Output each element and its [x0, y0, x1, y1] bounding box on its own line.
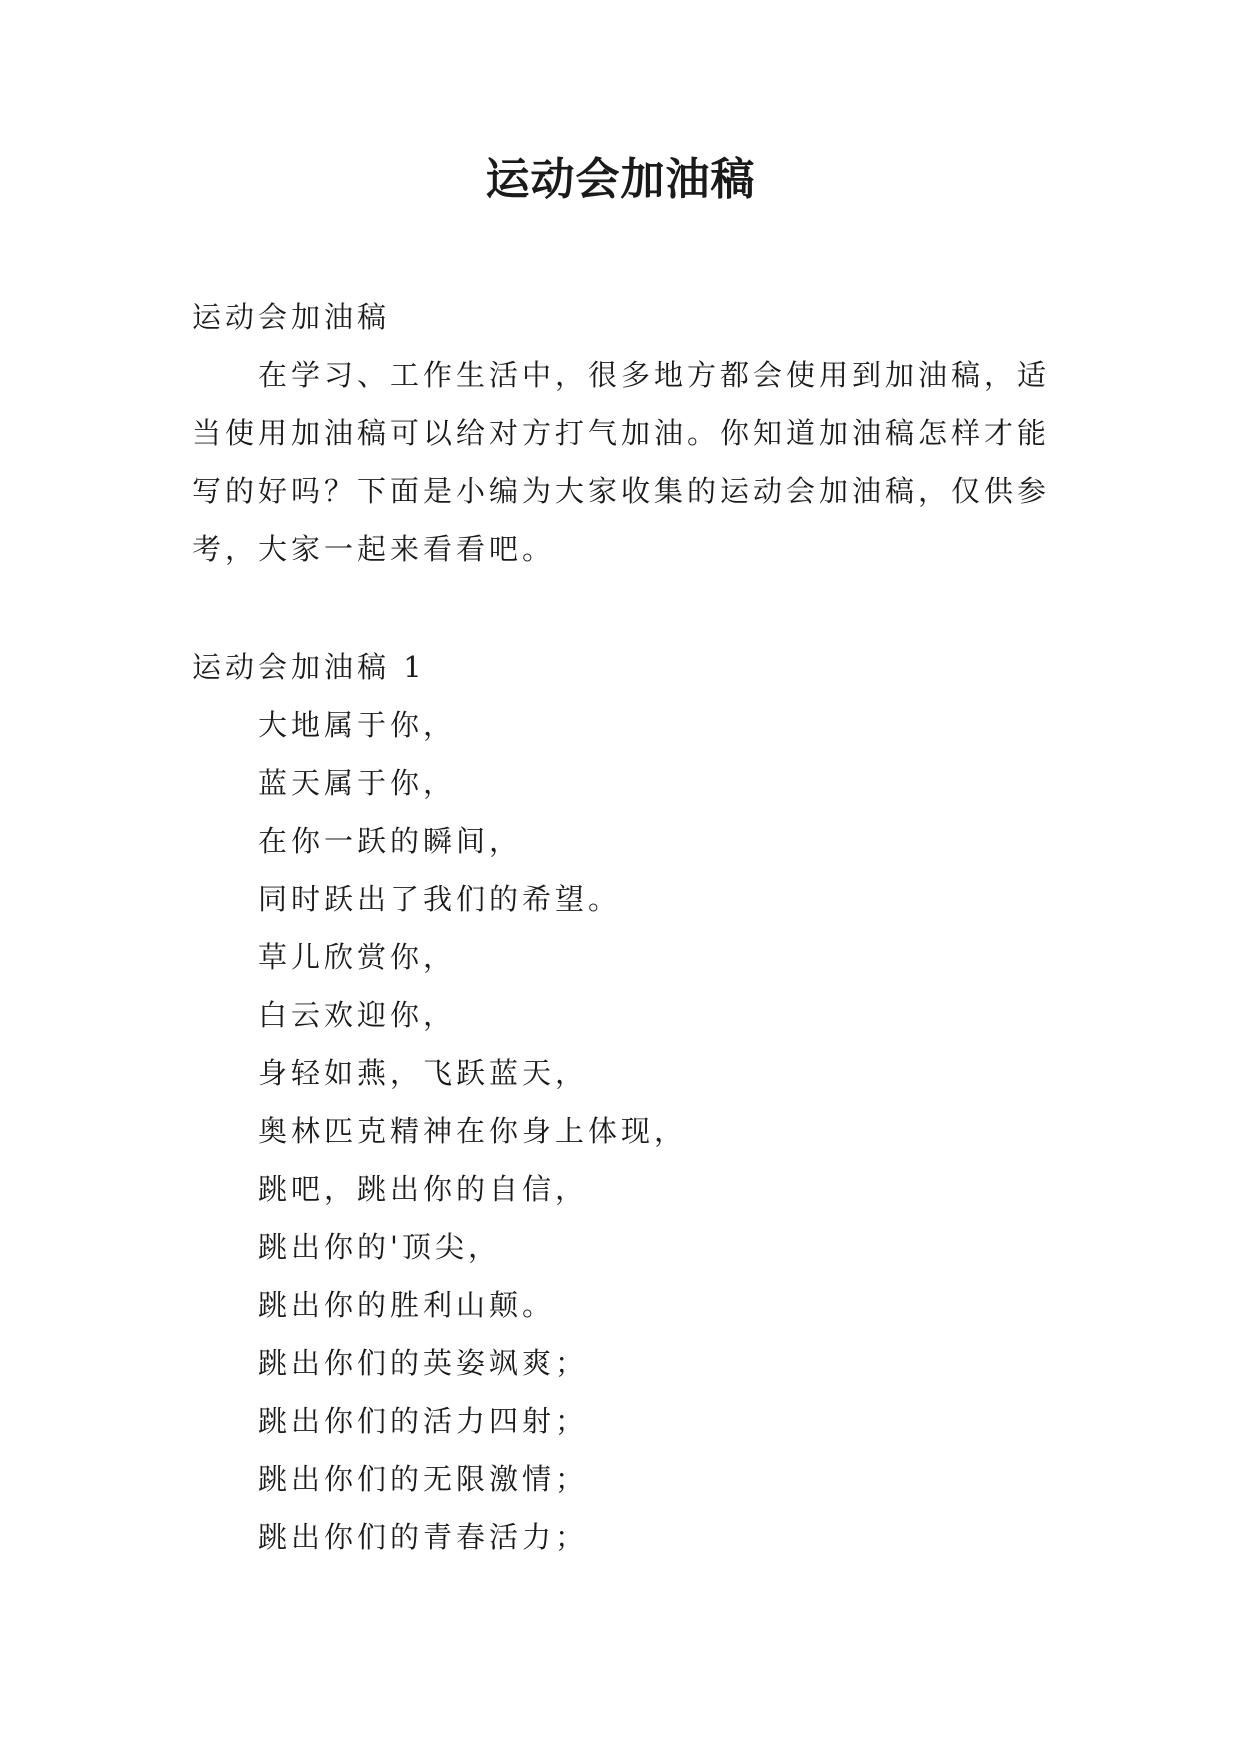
poem-line: 跳出你的胜利山颠。 — [258, 1288, 556, 1322]
poem — [258, 696, 687, 1566]
poem-line: 蓝天属于你， — [258, 766, 457, 800]
poem-line: 奥林匹克精神在你身上体现， — [258, 1114, 688, 1148]
document-title: 运动会加油稿 — [485, 154, 756, 205]
poem-line: 跳吧，跳出你的自信， — [258, 1172, 589, 1206]
intro-paragraph: 在学习、工作生活中，很多地方都会使用到加油稿，适当使用加油稿可以给对方打气加油。你知道加油稿怎样才能写的好吗？下面是小编为大家收集的运动会加油稿，仅供参考，大家一起来看看吧。 — [192, 358, 1051, 566]
poem-line: 身轻如燕，飞跃蓝天， — [258, 1056, 589, 1090]
poem-line: 白云欢迎你， — [258, 998, 457, 1032]
document-subtitle: 运动会加油稿 — [192, 300, 391, 334]
poem-line: 跳出你们的英姿飒爽； — [258, 1346, 589, 1380]
poem-line: 跳出你的'顶尖， — [258, 1230, 501, 1264]
poem-line: 同时跃出了我们的希望。 — [258, 882, 622, 916]
poem-line: 草儿欣赏你， — [258, 940, 457, 974]
poem-line: 在你一跃的瞬间， — [258, 824, 523, 858]
section-heading: 运动会加油稿 1 — [192, 650, 426, 684]
poem-line: 大地属于你， — [258, 708, 457, 742]
poem-line: 跳出你们的活力四射； — [258, 1404, 589, 1438]
poem-line: 跳出你们的青春活力； — [258, 1520, 589, 1554]
poem-line: 跳出你们的无限激情； — [258, 1462, 589, 1496]
